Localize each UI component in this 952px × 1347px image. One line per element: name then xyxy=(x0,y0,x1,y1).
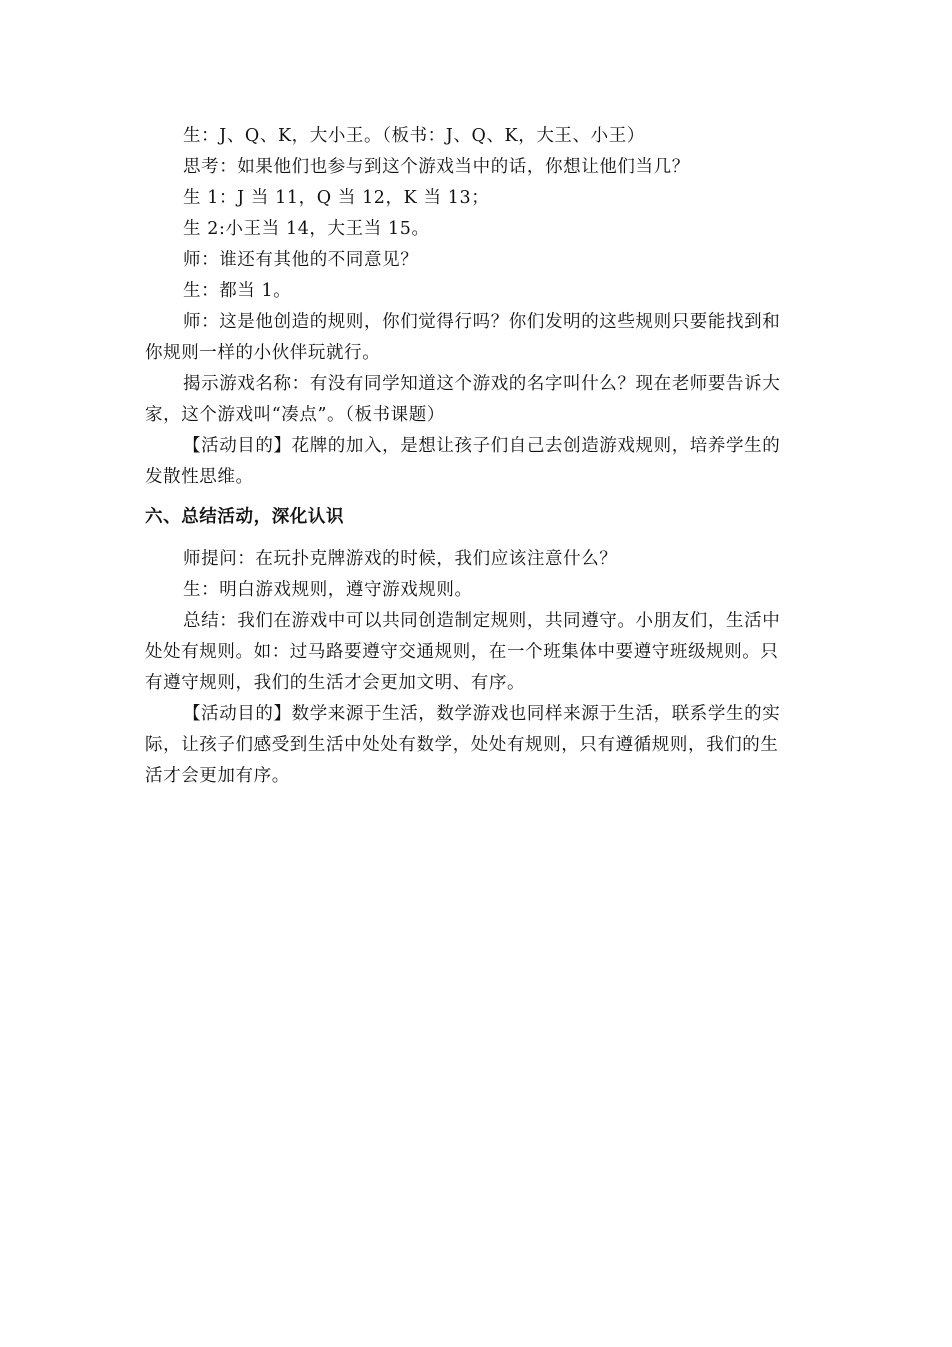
text-line: 生：都当 1。 xyxy=(183,281,292,301)
text-line: 生 1：J 当 11，Q 当 12，K 当 13； xyxy=(183,188,490,208)
text-line: 生：明白游戏规则，遵守游戏规则。 xyxy=(183,580,473,600)
text-line: 师：谁还有其他的不同意见？ xyxy=(183,250,419,270)
paragraph-p3 xyxy=(145,183,813,214)
text-line: 思考：如果他们也参与到这个游戏当中的话，你想让他们当几？ xyxy=(183,157,690,177)
paragraph-p9 xyxy=(145,431,813,493)
text-line: 师提问：在玩扑克牌游戏的时候，我们应该注意什么？ xyxy=(183,549,618,569)
paragraph-p12 xyxy=(145,606,813,699)
paragraph-p2 xyxy=(145,152,813,183)
text-line: 生 2:小王当 14，大王当 15。 xyxy=(183,219,430,239)
text-line: 活才会更加有序。 xyxy=(145,766,290,786)
section-heading: 六、总结活动，深化认识 xyxy=(145,507,345,527)
text-line: 处处有规则。如：过马路要遵守交通规则，在一个班集体中要遵守班级规则。只 xyxy=(145,642,779,662)
lesson-dialogue-section xyxy=(145,121,813,493)
paragraph-p5 xyxy=(145,245,813,276)
document-page xyxy=(145,121,813,792)
paragraph-p13 xyxy=(145,699,813,792)
text-line: 你规则一样的小伙伴玩就行。 xyxy=(145,343,381,363)
text-line: 际，让孩子们感受到生活中处处有数学，处处有规则，只有遵循规则，我们的生 xyxy=(145,735,779,755)
text-line: 揭示游戏名称：有没有同学知道这个游戏的名字叫什么？现在老师要告诉大 xyxy=(183,374,781,394)
text-line: 生：J、Q、K，大小王。（板书：J、Q、K，大王、小王） xyxy=(183,126,645,146)
text-line: 有遵守规则，我们的生活才会更加文明、有序。 xyxy=(145,673,526,693)
text-line: 家，这个游戏叫“凑点”。（板书课题） xyxy=(145,405,445,425)
paragraph-p8 xyxy=(145,369,813,431)
paragraph-p6 xyxy=(145,276,813,307)
text-line: 师：这是他创造的规则，你们觉得行吗？你们发明的这些规则只要能找到和 xyxy=(183,312,781,332)
text-line: 发散性思维。 xyxy=(145,467,254,487)
paragraph-p11 xyxy=(145,575,813,606)
text-line: 【活动目的】花牌的加入，是想让孩子们自己去创造游戏规则，培养学生的 xyxy=(183,436,781,456)
paragraph-p7 xyxy=(145,307,813,369)
paragraph-p1 xyxy=(145,121,813,152)
text-line: 【活动目的】数学来源于生活，数学游戏也同样来源于生活，联系学生的实 xyxy=(183,704,781,724)
summary-section xyxy=(145,544,813,792)
paragraph-p10 xyxy=(145,544,813,575)
text-line: 总结：我们在游戏中可以共同创造制定规则，共同遵守。小朋友们，生活中 xyxy=(183,611,781,631)
paragraph-p4 xyxy=(145,214,813,245)
